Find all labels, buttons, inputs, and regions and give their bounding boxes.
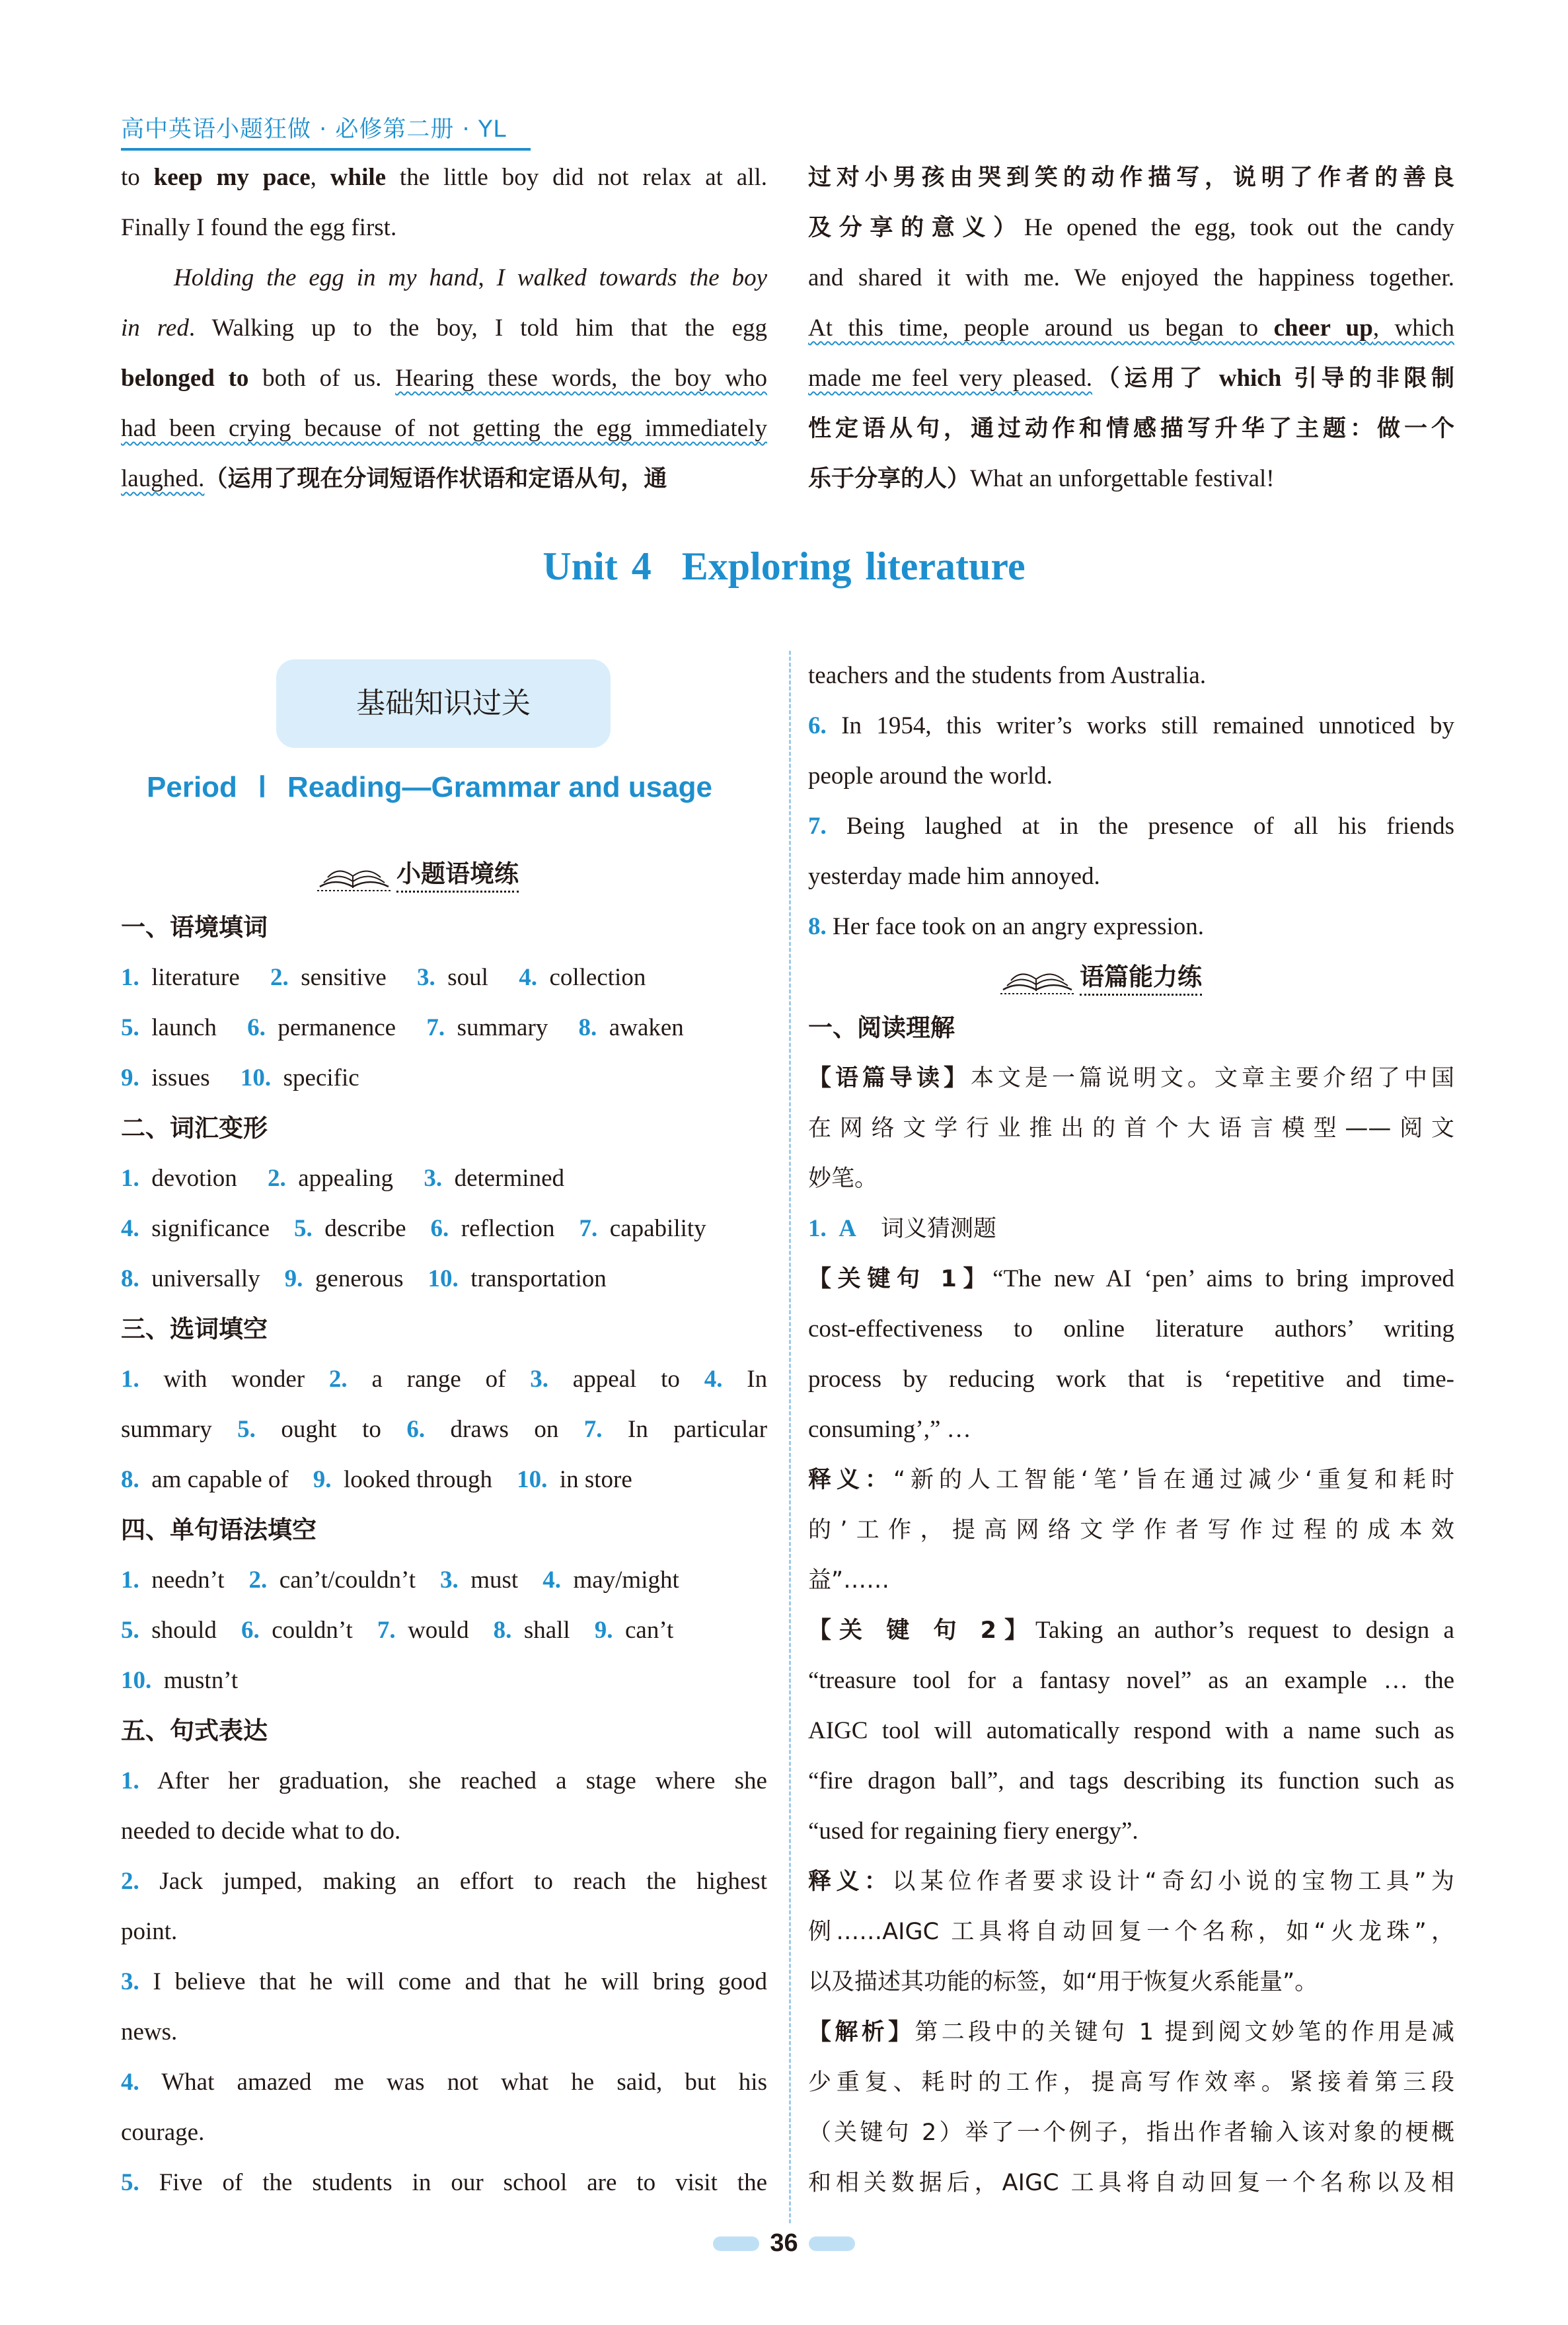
text-line: 【解析】第二段中的关键句 1 提到阅文妙笔的作用是减 — [808, 2019, 1454, 2046]
running-header — [121, 110, 513, 152]
sentence-line: news. — [121, 2018, 178, 2046]
sentence-line: yesterday made him annoyed. — [808, 863, 1100, 890]
footer-pill-right — [809, 2236, 855, 2251]
sentence-line: courage. — [121, 2119, 205, 2146]
text-line: 在网络文学行业推出的首个大语言模型——阅文 — [808, 1115, 1454, 1142]
text-line: 例……AIGC 工具将自动回复一个名称，如“火龙珠”， — [808, 1919, 1454, 1945]
text-line: 妙笔。 — [808, 1165, 878, 1192]
top-right-column — [808, 153, 1454, 504]
part-heading: 三、选词填空 — [121, 1315, 268, 1343]
section-heading-contextual — [316, 852, 519, 899]
text-line: 性定语从句，通过动作和情感描写升华了主题：做一个 — [808, 416, 1454, 442]
open-book-icon — [999, 961, 1076, 996]
sentence-line: 5. Five of the students in our school are to visit the — [121, 2169, 768, 2196]
text-line: “used for regaining fiery energy”. — [808, 1818, 1139, 1845]
header-underline — [121, 148, 531, 151]
sentence-line: 7. Being laughed at in the presence of all his friends — [808, 813, 1454, 840]
part-heading: 一、阅读理解 — [808, 1014, 955, 1042]
text-line: 【关键句 1】“The new AI ‘pen’ aims to bring improved — [808, 1265, 1454, 1292]
header-title: 高中英语小题狂做 · 必修第二册 · YL — [121, 116, 507, 143]
answer-row: 9. issues 10. specific — [121, 1064, 359, 1091]
text-line: 少重复、耗时的工作，提高写作效率。紧接着第三段 — [808, 2069, 1454, 2096]
sentence-line: people around the world. — [808, 762, 1053, 790]
text-line: cost-effectiveness to online literature authors’ writing — [808, 1315, 1454, 1343]
answer-row: 1. literature 2. sensitive 3. soul 4. collection — [121, 964, 646, 991]
sentence-line: needed to decide what to do. — [121, 1818, 401, 1845]
answer-row: 5. launch 6. permanence 7. summary 8. awaken — [121, 1014, 684, 1041]
sentence-line: point. — [121, 1918, 178, 1945]
text-line: 释义：以某位作者要求设计“奇幻小说的宝物工具”为 — [808, 1868, 1454, 1895]
text-line: 乐于分享的人）What an unforgettable festival! — [808, 465, 1275, 492]
section-label: 小题语境练 — [396, 859, 519, 893]
sentence-line: 3. I believe that he will come and that he will bring good — [121, 1968, 767, 1995]
sentence-line: 8. Her face took on an angry expression. — [808, 913, 1204, 940]
question-answer: 1. A 词义猜测题 — [808, 1215, 996, 1242]
open-book-icon — [316, 858, 392, 893]
answer-row: summary 5. ought to 6. draws on 7. In particular — [121, 1416, 768, 1443]
answer-row: 5. should 6. couldn’t 7. would 8. shall 9. can’t — [121, 1617, 674, 1644]
text-line: had been crying because of not getting the egg immediately — [121, 415, 767, 442]
text-line: in red. Walking up to the boy, I told him that the egg — [121, 314, 767, 342]
text-line: made me feel very pleased.（运用了 which 引导的非限制 — [808, 365, 1454, 392]
text-line: “treasure tool for a fantasy novel” as an example … the — [808, 1667, 1454, 1694]
answer-row: 8. am capable of 9. looked through 10. in store — [121, 1466, 632, 1493]
section-box-title: 基础知识过关 — [276, 659, 611, 748]
text-line: 释义：“新的人工智能‘笔’旨在通过减少‘重复和耗时 — [808, 1467, 1454, 1493]
answer-row: 10. mustn’t — [121, 1667, 239, 1694]
text-line: Holding the egg in my hand, I walked towards the boy — [174, 264, 768, 291]
period-title: Period Ⅰ Reading—Grammar and usage — [147, 771, 712, 803]
footer-pill-left — [713, 2236, 759, 2251]
text-line: At this time, people around us began to cheer up, which — [808, 314, 1454, 342]
page-number: 36 — [770, 2229, 798, 2257]
text-line: laughed.（运用了现在分词短语作状语和定语从句，通 — [121, 465, 667, 492]
text-line: 【语篇导读】本文是一篇说明文。文章主要介绍了中国 — [808, 1065, 1454, 1091]
part-heading: 五、句式表达 — [121, 1716, 268, 1745]
top-left-column — [121, 153, 767, 504]
text-line: （关键句 2）举了一个例子，指出作者输入该对象的梗概 — [808, 2120, 1454, 2146]
sentence-line: 1. After her graduation, she reached a stage where she — [121, 1767, 767, 1794]
sentence-line: 6. In 1954, this writer’s works still remained unnoticed by — [808, 712, 1455, 739]
text-line: AIGC tool will automatically respond with a name such as — [808, 1717, 1454, 1744]
section-heading-passage — [999, 955, 1202, 1002]
reading-column — [808, 1003, 1454, 2208]
text-line: to keep my pace, while the little boy did not relax at all. — [121, 164, 768, 191]
page-footer — [0, 2229, 1568, 2258]
exercise-left-column — [121, 903, 767, 2208]
part-heading: 二、词汇变形 — [121, 1114, 268, 1142]
text-line: 以及描述其功能的标签，如“用于恢复火系能量”。 — [808, 1969, 1318, 1995]
exercise-right-column — [808, 651, 1454, 952]
part-heading: 四、单句语法填空 — [121, 1516, 317, 1544]
sentence-line: 2. Jack jumped, making an effort to reach the highest — [121, 1868, 767, 1895]
text-line: 益”…… — [808, 1567, 890, 1594]
text-line: 和相关数据后，AIGC 工具将自动回复一个名称以及相 — [808, 2170, 1454, 2196]
text-line: 【关 键 句 2】Taking an author’s request to design a — [808, 1617, 1454, 1644]
text-line: belonged to both of us. Hearing these words, the boy who — [121, 365, 767, 392]
text-line: process by reducing work that is ‘repetitive and time- — [808, 1366, 1454, 1393]
answer-row: 1. with wonder 2. a range of 3. appeal to 4. In — [121, 1366, 768, 1393]
answer-row: 8. universally 9. generous 10. transportation — [121, 1265, 607, 1292]
section-label: 语篇能力练 — [1080, 962, 1202, 996]
text-line: 及分享的意义）He opened the egg, took out the candy — [808, 214, 1454, 241]
text-line: 过对小男孩由哭到笑的动作描写，说明了作者的善良 — [808, 165, 1454, 191]
answer-row: 1. needn’t 2. can’t/couldn’t 3. must 4. may/might — [121, 1567, 679, 1594]
text-line: consuming’,” … — [808, 1416, 971, 1443]
text-line: Finally I found the egg first. — [121, 214, 397, 241]
sentence-line: teachers and the students from Australia. — [808, 662, 1207, 689]
text-line: and shared it with me. We enjoyed the happiness together. — [808, 264, 1454, 291]
answer-row: 1. devotion 2. appealing 3. determined — [121, 1165, 564, 1192]
unit-title: Unit 4 Exploring literature — [542, 544, 1026, 588]
text-line: “fire dragon ball”, and tags describing its function such as — [808, 1767, 1454, 1794]
sentence-line: 4. What amazed me was not what he said, but his — [121, 2069, 767, 2096]
answer-row: 4. significance 5. describe 6. reflection 7. capability — [121, 1215, 706, 1242]
part-heading: 一、语境填词 — [121, 913, 268, 941]
text-line: 的’工作，提高网络文学作者写作过程的成本效 — [808, 1517, 1454, 1543]
column-divider — [789, 651, 791, 2223]
